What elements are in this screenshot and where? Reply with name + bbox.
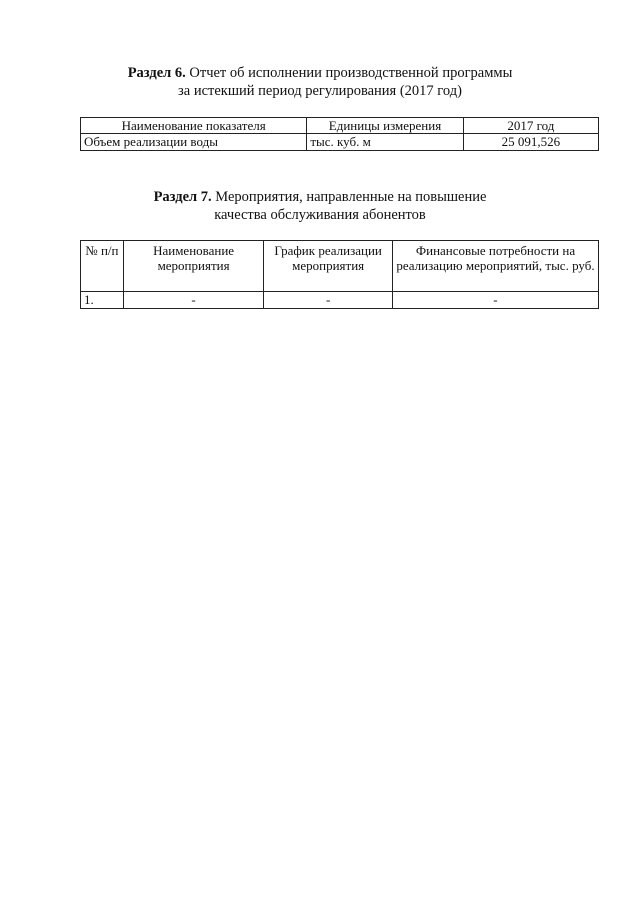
cell-number: 1. [81,292,124,309]
table-header-row [81,118,599,134]
header-indicator-name: Наименование показателя [81,118,307,134]
cell-schedule: - [264,292,393,309]
section-7-title-line1: Раздел 7. Мероприятия, направленные на повышение [153,189,487,205]
cell-measure-name: - [123,292,264,309]
table-row [81,292,599,309]
header-financial-needs: Финансовые потребности на реализацию мероприятий, тыс. руб. [392,241,598,292]
header-year: 2017 год [463,118,598,134]
section-7-heading [0,188,640,224]
cell-indicator-name: Объем реализации воды [81,134,307,151]
section-7-table [80,240,599,309]
header-number: № п/п [81,241,124,292]
header-schedule: График реализации мероприятия [264,241,393,292]
table-header-row [81,241,599,292]
section-6-prefix: Раздел 6. [127,65,186,81]
section-6-title-line2: за истекший период регулирования (2017 год) [178,83,462,99]
section-7-title-line2: качества обслуживания абонентов [214,207,426,223]
section-6-table [80,117,599,151]
cell-units: тыс. куб. м [307,134,463,151]
table-row [81,134,599,151]
cell-financial-needs: - [392,292,598,309]
header-units: Единицы измерения [307,118,463,134]
cell-value: 25 091,526 [463,134,598,151]
section-7-prefix: Раздел 7. [153,189,212,205]
header-measure-name: Наименование мероприятия [123,241,264,292]
section-6-title-line1: Раздел 6. Отчет об исполнении производственной программы [127,65,513,81]
section-6-heading [0,64,640,100]
